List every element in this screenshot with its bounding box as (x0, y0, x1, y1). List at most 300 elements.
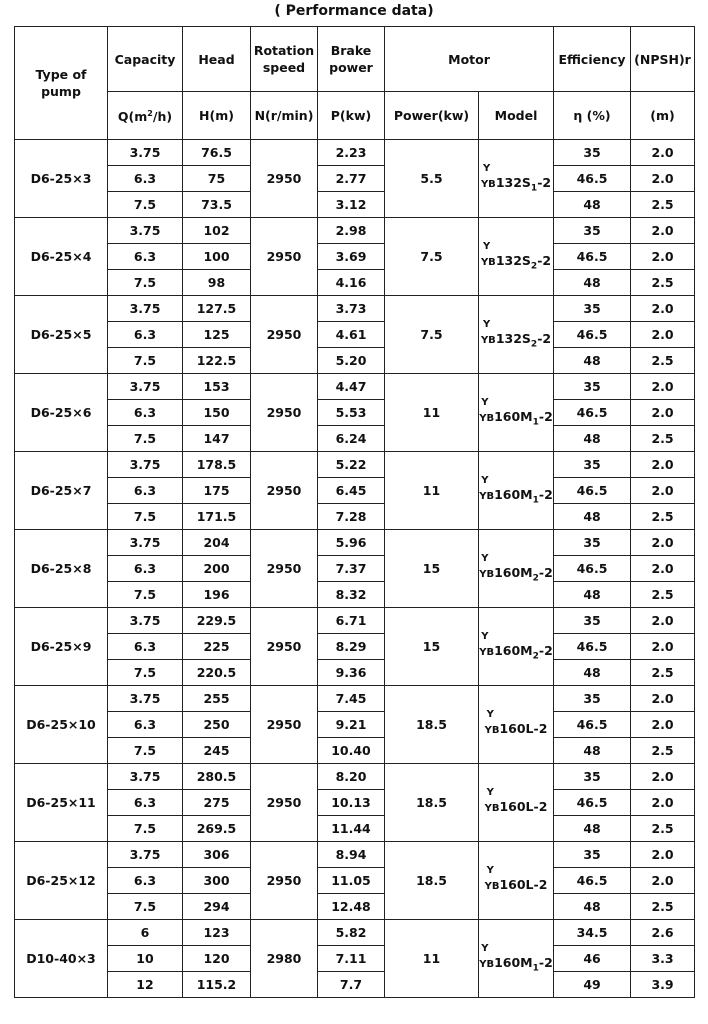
table-row (15, 738, 695, 764)
npsh-cell: 2.5 (631, 738, 695, 764)
motor-model-prefix: YB (479, 412, 495, 424)
head-cell: 294 (183, 894, 251, 920)
npsh-cell: 2.0 (631, 530, 695, 556)
capacity-cell: 10 (108, 946, 183, 972)
brake-power-cell: 4.61 (318, 322, 385, 348)
motor-power-cell: 18.5 (385, 764, 479, 842)
capacity-cell: 6.3 (108, 790, 183, 816)
capacity-cell: 7.5 (108, 894, 183, 920)
efficiency-cell: 48 (554, 582, 631, 608)
brake-power-cell: 6.45 (318, 478, 385, 504)
efficiency-cell: 35 (554, 842, 631, 868)
motor-model (479, 396, 553, 430)
rotation-speed-cell: 2950 (251, 296, 318, 374)
brake-power-cell: 2.23 (318, 140, 385, 166)
capacity-cell: 7.5 (108, 426, 183, 452)
head-cell: 73.5 (183, 192, 251, 218)
motor-model (485, 786, 548, 820)
motor-model-sup: Y (486, 708, 494, 720)
motor-model-suffix: -2 (538, 408, 553, 424)
motor-model (479, 474, 553, 508)
motor-power-cell: 7.5 (385, 296, 479, 374)
efficiency-cell: 35 (554, 530, 631, 556)
motor-model-cell (479, 764, 554, 842)
motor-model-line (485, 799, 548, 814)
motor-model-cell (479, 452, 554, 530)
head-cell: 100 (183, 244, 251, 270)
capacity-cell: 3.75 (108, 218, 183, 244)
brake-power-cell: 7.45 (318, 686, 385, 712)
capacity-cell: 7.5 (108, 582, 183, 608)
motor-model-suffix: -2 (533, 720, 548, 736)
npsh-cell: 2.0 (631, 140, 695, 166)
pump-type-cell: D6-25×7 (15, 452, 108, 530)
head-cell: 115.2 (183, 972, 251, 998)
table-row (15, 244, 695, 270)
motor-model-prefix: YB (479, 568, 495, 580)
head-cell: 255 (183, 686, 251, 712)
capacity-cell: 7.5 (108, 192, 183, 218)
table-row (15, 556, 695, 582)
header-motor: Motor (385, 27, 554, 92)
table-row (15, 842, 695, 868)
head-cell: 225 (183, 634, 251, 660)
header-brake-line1: Brake (330, 43, 372, 58)
motor-model-base: 132S (495, 252, 531, 268)
table-row (15, 374, 695, 400)
capacity-cell: 6.3 (108, 478, 183, 504)
motor-model-suffix: -2 (538, 486, 553, 502)
motor-model-base: 160M (494, 408, 533, 424)
header-rotation-speed (251, 27, 318, 92)
capacity-cell: 3.75 (108, 374, 183, 400)
motor-model-cell (479, 686, 554, 764)
motor-model-sub: 2 (532, 651, 539, 662)
brake-power-cell: 6.71 (318, 608, 385, 634)
capacity-cell: 6.3 (108, 322, 183, 348)
motor-model-sup: Y (482, 318, 491, 330)
npsh-cell: 2.0 (631, 244, 695, 270)
table-row (15, 712, 695, 738)
head-cell: 250 (183, 712, 251, 738)
brake-power-cell: 3.73 (318, 296, 385, 322)
efficiency-cell: 46 (554, 946, 631, 972)
brake-power-cell: 5.20 (318, 348, 385, 374)
brake-power-cell: 6.24 (318, 426, 385, 452)
efficiency-cell: 46.5 (554, 634, 631, 660)
motor-model-cell (479, 218, 554, 296)
head-cell: 153 (183, 374, 251, 400)
capacity-cell: 6.3 (108, 712, 183, 738)
npsh-cell: 2.5 (631, 894, 695, 920)
page-title: ( Performance data) (274, 3, 434, 19)
capacity-cell: 12 (108, 972, 183, 998)
head-cell: 102 (183, 218, 251, 244)
head-cell: 98 (183, 270, 251, 296)
table-row (15, 764, 695, 790)
head-cell: 150 (183, 400, 251, 426)
npsh-cell: 2.0 (631, 218, 695, 244)
motor-model-cell (479, 530, 554, 608)
motor-power-cell: 11 (385, 452, 479, 530)
motor-model-sup: Y (481, 396, 489, 408)
motor-model-sup: Y (482, 162, 491, 174)
efficiency-cell: 46.5 (554, 400, 631, 426)
table-row (15, 582, 695, 608)
capacity-cell: 3.75 (108, 452, 183, 478)
npsh-cell: 2.0 (631, 608, 695, 634)
motor-model-sup: Y (486, 864, 494, 876)
motor-model-sub: 2 (532, 573, 539, 584)
header-type-of-pump: Type of pump (15, 27, 108, 140)
motor-model (479, 630, 553, 664)
header-npsh: (NPSH)r (631, 27, 695, 92)
header-rotation-line2: speed (262, 60, 306, 75)
rotation-speed-cell: 2950 (251, 608, 318, 686)
npsh-cell: 2.0 (631, 842, 695, 868)
motor-power-cell: 11 (385, 374, 479, 452)
pump-type-cell: D6-25×8 (15, 530, 108, 608)
head-cell: 229.5 (183, 608, 251, 634)
npsh-cell: 2.6 (631, 920, 695, 946)
motor-power-cell: 15 (385, 530, 479, 608)
npsh-cell: 2.0 (631, 764, 695, 790)
motor-model-line (480, 174, 552, 194)
efficiency-cell: 35 (554, 608, 631, 634)
npsh-cell: 2.0 (631, 790, 695, 816)
npsh-cell: 2.0 (631, 868, 695, 894)
efficiency-cell: 48 (554, 660, 631, 686)
efficiency-cell: 48 (554, 426, 631, 452)
motor-model-sup: Y (481, 630, 489, 642)
motor-model-sub: 1 (530, 183, 538, 194)
npsh-cell: 2.5 (631, 660, 695, 686)
table-row (15, 894, 695, 920)
table-body (15, 140, 695, 998)
table-row (15, 192, 695, 218)
motor-model-sup: Y (481, 942, 489, 954)
head-cell: 200 (183, 556, 251, 582)
table-row (15, 946, 695, 972)
rotation-speed-cell: 2950 (251, 764, 318, 842)
table-row (15, 452, 695, 478)
efficiency-cell: 48 (554, 270, 631, 296)
head-cell: 76.5 (183, 140, 251, 166)
efficiency-cell: 35 (554, 374, 631, 400)
header-npsh-unit: (m) (631, 92, 695, 140)
head-cell: 280.5 (183, 764, 251, 790)
efficiency-cell: 34.5 (554, 920, 631, 946)
pump-type-cell: D6-25×11 (15, 764, 108, 842)
efficiency-cell: 35 (554, 452, 631, 478)
motor-model (481, 318, 551, 352)
efficiency-cell: 49 (554, 972, 631, 998)
motor-model-base: 160L (499, 876, 534, 892)
table-row (15, 504, 695, 530)
motor-model-suffix: -2 (537, 252, 552, 268)
table-row (15, 478, 695, 504)
brake-power-cell: 10.40 (318, 738, 385, 764)
motor-model-sub: 1 (532, 963, 539, 974)
npsh-cell: 2.0 (631, 556, 695, 582)
motor-model-line (480, 330, 552, 350)
efficiency-cell: 35 (554, 686, 631, 712)
motor-model-cell (479, 842, 554, 920)
header-capacity-unit: $Q(m^2/h)$ (108, 92, 183, 140)
motor-model (479, 552, 553, 586)
motor-model-prefix: YB (479, 646, 495, 658)
table-row (15, 686, 695, 712)
npsh-cell: 2.0 (631, 296, 695, 322)
brake-power-cell: 9.36 (318, 660, 385, 686)
motor-model-prefix: YB (484, 802, 500, 814)
header-rotation-line1: Rotation (253, 43, 315, 58)
table-row (15, 270, 695, 296)
efficiency-cell: 46.5 (554, 244, 631, 270)
motor-model-base: 160L (499, 798, 534, 814)
motor-model-line (485, 877, 548, 892)
head-cell: 245 (183, 738, 251, 764)
motor-model-sub: 2 (530, 261, 538, 272)
capacity-cell: 7.5 (108, 504, 183, 530)
npsh-cell: 2.0 (631, 686, 695, 712)
brake-power-cell: 7.37 (318, 556, 385, 582)
brake-power-cell: 8.94 (318, 842, 385, 868)
capacity-cell: 3.75 (108, 842, 183, 868)
brake-power-cell: 11.44 (318, 816, 385, 842)
rotation-speed-cell: 2950 (251, 530, 318, 608)
brake-power-cell: 8.29 (318, 634, 385, 660)
rotation-speed-cell: 2950 (251, 686, 318, 764)
table-row (15, 972, 695, 998)
head-cell: 306 (183, 842, 251, 868)
motor-model-suffix: -2 (533, 798, 548, 814)
motor-model-prefix: YB (480, 334, 496, 346)
efficiency-cell: 48 (554, 738, 631, 764)
brake-power-cell: 2.98 (318, 218, 385, 244)
pump-type-cell: D6-25×6 (15, 374, 108, 452)
efficiency-cell: 48 (554, 816, 631, 842)
capacity-cell: 7.5 (108, 816, 183, 842)
npsh-cell: 2.5 (631, 816, 695, 842)
motor-power-cell: 11 (385, 920, 479, 998)
header-head: Head (183, 27, 251, 92)
brake-power-cell: 10.13 (318, 790, 385, 816)
motor-model-sup: Y (481, 552, 489, 564)
motor-model-prefix: YB (480, 256, 496, 268)
npsh-cell: 2.5 (631, 192, 695, 218)
npsh-cell: 3.3 (631, 946, 695, 972)
capacity-cell: 3.75 (108, 686, 183, 712)
motor-model-sup: Y (482, 240, 491, 252)
brake-power-cell: 9.21 (318, 712, 385, 738)
table-row (15, 790, 695, 816)
motor-model-prefix: YB (479, 958, 495, 970)
motor-model-prefix: YB (479, 490, 495, 502)
motor-model-line (479, 954, 553, 974)
table-row (15, 140, 695, 166)
efficiency-cell: 35 (554, 296, 631, 322)
motor-power-cell: 15 (385, 608, 479, 686)
head-cell: 171.5 (183, 504, 251, 530)
brake-power-cell: 12.48 (318, 894, 385, 920)
table-row (15, 816, 695, 842)
motor-model-suffix: -2 (538, 642, 553, 658)
motor-model-base: 160M (494, 642, 533, 658)
capacity-cell: 7.5 (108, 660, 183, 686)
pump-type-cell: D6-25×9 (15, 608, 108, 686)
head-cell: 269.5 (183, 816, 251, 842)
motor-model-base: 160M (494, 564, 533, 580)
brake-power-cell: 7.11 (318, 946, 385, 972)
head-cell: 122.5 (183, 348, 251, 374)
motor-model-cell (479, 608, 554, 686)
motor-model-suffix: -2 (538, 954, 553, 970)
head-cell: 75 (183, 166, 251, 192)
table-row (15, 322, 695, 348)
head-cell: 147 (183, 426, 251, 452)
header-efficiency: Efficiency (554, 27, 631, 92)
head-cell: 127.5 (183, 296, 251, 322)
table-row (15, 608, 695, 634)
brake-power-cell: 5.96 (318, 530, 385, 556)
table-row (15, 166, 695, 192)
table-row (15, 868, 695, 894)
motor-model-sup: Y (481, 474, 489, 486)
capacity-cell: 6.3 (108, 868, 183, 894)
efficiency-cell: 35 (554, 140, 631, 166)
efficiency-cell: 46.5 (554, 556, 631, 582)
capacity-cell: 3.75 (108, 608, 183, 634)
table-row (15, 634, 695, 660)
motor-model-suffix: -2 (538, 564, 553, 580)
motor-model-prefix: YB (484, 880, 500, 892)
header-rotation-unit: N(r/min) (251, 92, 318, 140)
header-motor-model: Model (479, 92, 554, 140)
pump-type-cell: D6-25×5 (15, 296, 108, 374)
rotation-speed-cell: 2950 (251, 140, 318, 218)
npsh-cell: 2.0 (631, 634, 695, 660)
efficiency-cell: 46.5 (554, 322, 631, 348)
performance-table (14, 26, 695, 998)
motor-power-cell: 18.5 (385, 842, 479, 920)
header-brake-unit: P(kw) (318, 92, 385, 140)
header-capacity: Capacity (108, 27, 183, 92)
head-cell: 125 (183, 322, 251, 348)
brake-power-cell: 3.12 (318, 192, 385, 218)
brake-power-cell: 5.82 (318, 920, 385, 946)
capacity-cell: 7.5 (108, 348, 183, 374)
brake-power-cell: 5.53 (318, 400, 385, 426)
motor-model-base: 132S (495, 330, 531, 346)
efficiency-cell: 48 (554, 894, 631, 920)
table-row (15, 296, 695, 322)
header-motor-power: Power(kw) (385, 92, 479, 140)
motor-model-suffix: -2 (537, 174, 552, 190)
brake-power-cell: 7.28 (318, 504, 385, 530)
head-cell: 123 (183, 920, 251, 946)
motor-power-cell: 5.5 (385, 140, 479, 218)
motor-model-prefix: YB (484, 724, 500, 736)
capacity-cell: 6 (108, 920, 183, 946)
npsh-cell: 2.5 (631, 504, 695, 530)
efficiency-cell: 46.5 (554, 790, 631, 816)
npsh-cell: 2.0 (631, 400, 695, 426)
capacity-cell: 6.3 (108, 166, 183, 192)
efficiency-cell: 46.5 (554, 166, 631, 192)
efficiency-cell: 35 (554, 218, 631, 244)
capacity-cell: 6.3 (108, 400, 183, 426)
npsh-cell: 2.5 (631, 582, 695, 608)
head-cell: 175 (183, 478, 251, 504)
efficiency-cell: 48 (554, 192, 631, 218)
npsh-cell: 2.0 (631, 374, 695, 400)
header-brake-power (318, 27, 385, 92)
motor-model-sup: Y (486, 786, 494, 798)
rotation-speed-cell: 2950 (251, 374, 318, 452)
brake-power-cell: 4.47 (318, 374, 385, 400)
motor-model-cell (479, 920, 554, 998)
npsh-cell: 3.9 (631, 972, 695, 998)
motor-model-line (479, 642, 553, 662)
npsh-cell: 2.5 (631, 426, 695, 452)
motor-model-base: 160M (494, 486, 533, 502)
brake-power-cell: 7.7 (318, 972, 385, 998)
table-row (15, 530, 695, 556)
table-row (15, 400, 695, 426)
table-row (15, 348, 695, 374)
motor-power-cell: 7.5 (385, 218, 479, 296)
pump-type-cell: D6-25×12 (15, 842, 108, 920)
brake-power-cell: 2.77 (318, 166, 385, 192)
motor-model-sub: 1 (532, 417, 539, 428)
npsh-cell: 2.0 (631, 452, 695, 478)
motor-model-base: 160L (499, 720, 534, 736)
npsh-cell: 2.0 (631, 712, 695, 738)
motor-model-suffix: -2 (537, 330, 552, 346)
capacity-cell: 6.3 (108, 556, 183, 582)
motor-model-base: 132S (495, 174, 531, 190)
efficiency-cell: 48 (554, 504, 631, 530)
motor-model-line (479, 408, 553, 428)
motor-model (479, 942, 553, 976)
rotation-speed-cell: 2980 (251, 920, 318, 998)
capacity-cell: 3.75 (108, 296, 183, 322)
rotation-speed-cell: 2950 (251, 452, 318, 530)
table-row (15, 426, 695, 452)
brake-power-cell: 8.20 (318, 764, 385, 790)
head-cell: 300 (183, 868, 251, 894)
capacity-cell: 3.75 (108, 140, 183, 166)
motor-model-line (479, 564, 553, 584)
efficiency-cell: 46.5 (554, 868, 631, 894)
motor-model (481, 162, 551, 196)
motor-model-cell (479, 296, 554, 374)
table-row (15, 920, 695, 946)
head-cell: 196 (183, 582, 251, 608)
motor-model (481, 240, 551, 274)
motor-model-line (480, 252, 552, 272)
motor-model-line (479, 486, 553, 506)
brake-power-cell: 11.05 (318, 868, 385, 894)
pump-type-cell: D6-25×10 (15, 686, 108, 764)
npsh-cell: 2.0 (631, 166, 695, 192)
motor-model (485, 708, 548, 742)
capacity-cell: 7.5 (108, 270, 183, 296)
header-efficiency-unit: η (%) (554, 92, 631, 140)
capacity-cell: 3.75 (108, 530, 183, 556)
brake-power-cell: 3.69 (318, 244, 385, 270)
